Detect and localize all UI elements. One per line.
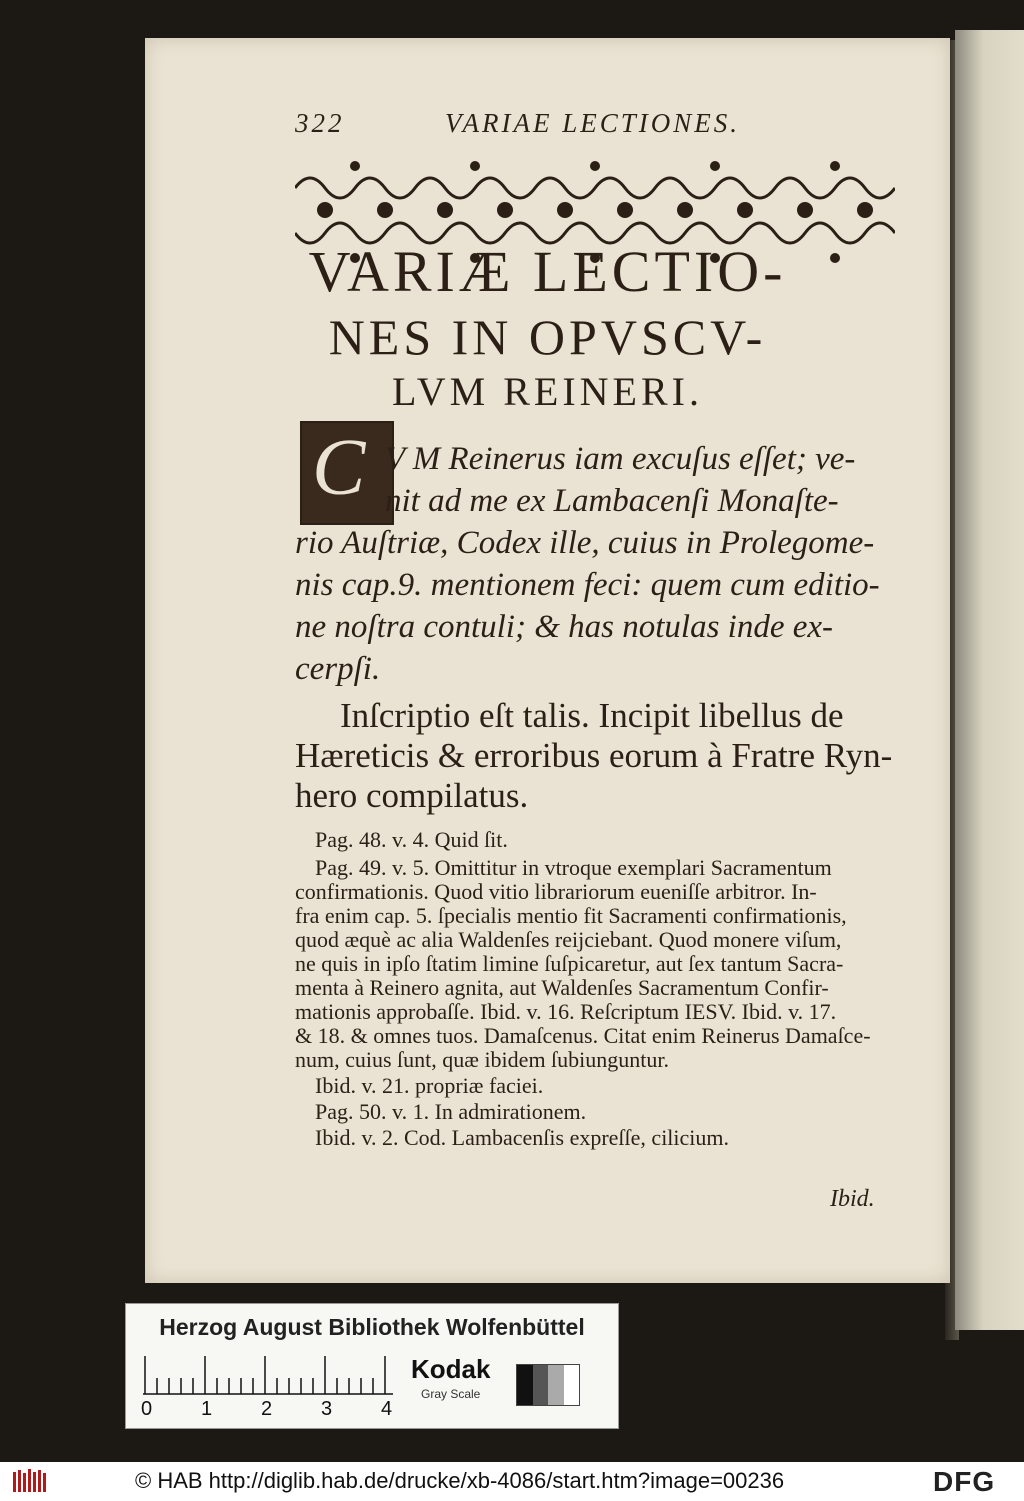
note-line: confirmationis. Quod vitio librariorum eueniſſe arbitror. In- bbox=[295, 879, 817, 904]
decorated-initial bbox=[300, 421, 394, 525]
ruler-number: 3 bbox=[321, 1398, 333, 1420]
hab-logo-icon bbox=[12, 1468, 48, 1494]
facing-page-edge bbox=[955, 30, 1024, 1330]
copyright-url[interactable]: © HAB http://diglib.hab.de/drucke/xb-4086/start.htm?image=00236 bbox=[135, 1468, 785, 1493]
intro-line: V M Reinerus iam excuſus eſſet; ve- bbox=[385, 441, 856, 477]
page-number: 322 bbox=[295, 108, 345, 138]
catchword: Ibid. bbox=[830, 1186, 875, 1212]
title-line-3: LVM REINERI. bbox=[392, 369, 703, 414]
intro-line: nit ad me ex Lambacenſi Monaſte- bbox=[385, 483, 839, 519]
running-title: VARIAE LECTIONES. bbox=[445, 108, 740, 138]
intro-line: rio Auſtriæ, Codex ille, cuius in Prolegome- bbox=[295, 525, 875, 561]
swatch-dark-gray bbox=[533, 1365, 549, 1405]
footer-bar bbox=[0, 1462, 1024, 1501]
grayscale-label: Gray Scale bbox=[421, 1387, 481, 1401]
color-reference-card bbox=[125, 1303, 619, 1429]
note-line: Pag. 48. v. 4. Quid ſit. bbox=[315, 827, 508, 852]
library-name: Herzog August Bibliothek Wolfenbüttel bbox=[159, 1314, 585, 1340]
note-line: Pag. 49. v. 5. Omittitur in vtroque exemplari Sacramentum bbox=[315, 855, 832, 880]
title-line-2: NES IN OPVSCV- bbox=[328, 309, 767, 365]
kodak-logo: Kodak bbox=[411, 1354, 491, 1384]
note-line: ne quis in ipſo ſtatim limine ſuſpicaretur, aut ſex tantum Sacra- bbox=[295, 951, 844, 976]
note-line: num, cuius ſunt, quæ ibidem ſubiunguntur. bbox=[295, 1047, 669, 1072]
ruler-number: 4 bbox=[381, 1398, 393, 1420]
note-line: quod æquè ac alia Waldenſes reijciebant. Quod monere viſum, bbox=[295, 927, 842, 952]
initial-letter: C bbox=[312, 424, 366, 512]
swatch-white bbox=[564, 1365, 580, 1405]
intro-line: cerpſi. bbox=[295, 651, 381, 687]
note-line: Ibid. v. 2. Cod. Lambacenſis expreſſe, cilicium. bbox=[315, 1125, 730, 1150]
paragraph-line: hero compilatus. bbox=[295, 776, 529, 815]
book-page bbox=[145, 38, 950, 1283]
paragraph-line: Inſcriptio eſt talis. Incipit libellus de bbox=[340, 696, 844, 735]
ruler-number: 1 bbox=[201, 1398, 213, 1420]
intro-line: nis cap.9. mentionem feci: quem cum editio- bbox=[295, 567, 880, 603]
note-line: Ibid. v. 21. propriæ faciei. bbox=[315, 1073, 544, 1098]
note-line: menta à Reinero agnita, aut Waldenſes Sacramentum Confir- bbox=[295, 975, 829, 1000]
title-line-1: VARIÆ LECTIO- bbox=[308, 239, 787, 304]
ruler-scale bbox=[143, 1356, 393, 1396]
gray-swatches bbox=[516, 1364, 580, 1406]
swatch-black bbox=[517, 1365, 533, 1405]
ruler-number: 2 bbox=[261, 1398, 273, 1420]
ruler-number: 0 bbox=[141, 1398, 153, 1420]
note-line: Pag. 50. v. 1. In admirationem. bbox=[315, 1099, 587, 1124]
note-line: & 18. & omnes tuos. Damaſcenus. Citat enim Reinerus Damaſce- bbox=[295, 1023, 871, 1048]
paragraph-line: Hæreticis & erroribus eorum à Fratre Ryn- bbox=[295, 736, 893, 775]
intro-line: ne noſtra contuli; & has notulas inde ex- bbox=[295, 609, 834, 645]
swatch-light-gray bbox=[548, 1365, 564, 1405]
note-line: mationis approbaſſe. Ibid. v. 16. Reſcriptum IESV. Ibid. v. 17. bbox=[295, 999, 837, 1024]
note-line: fra enim cap. 5. ſpecialis mentio fit Sacramenti confirmationis, bbox=[295, 903, 847, 928]
dfg-logo: DFG bbox=[933, 1466, 996, 1497]
